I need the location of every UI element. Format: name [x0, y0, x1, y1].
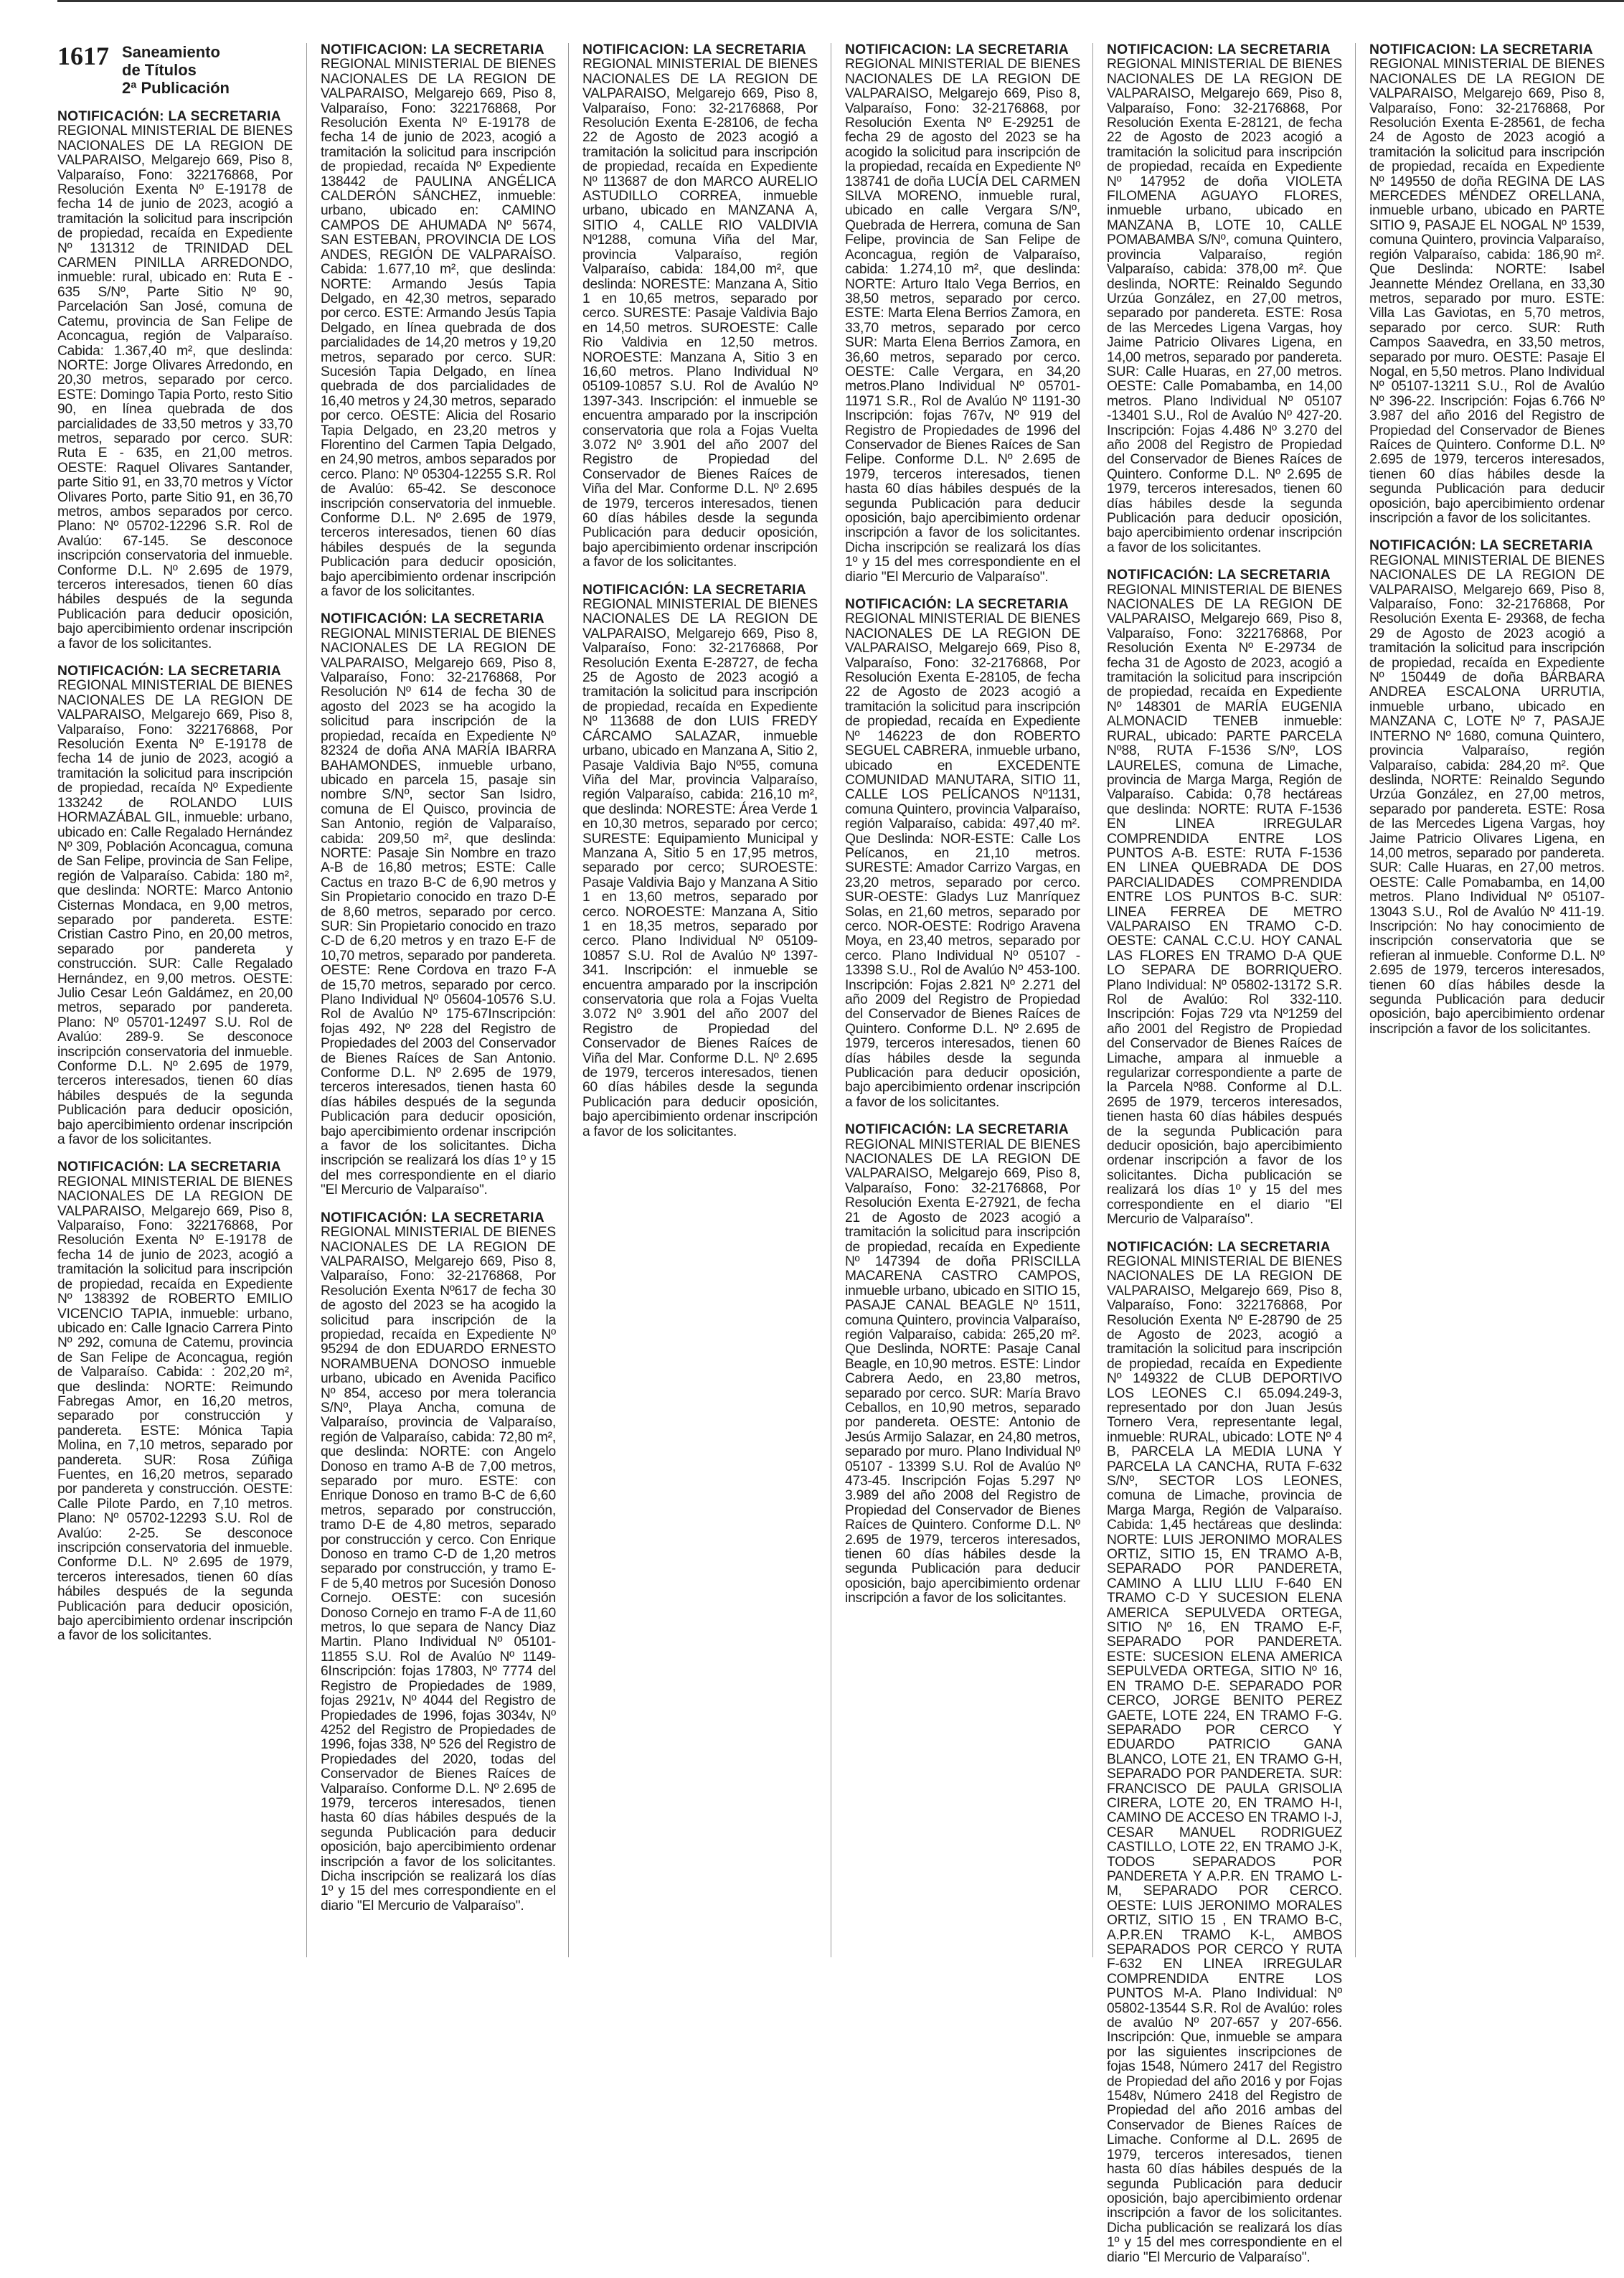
notice-heading: NOTIFICACIÓN: LA SECRETARIA: [1369, 43, 1593, 57]
notice: [57, 1160, 293, 1643]
notice: [57, 110, 293, 651]
notice: [845, 598, 1080, 1110]
notice-body: REGIONAL MINISTERIAL DE BIENES NACIONALES DE LA REGION DE VALPARAISO, Melgarejo 669, Piso 8, Valparaíso, Fono: 32-2176868, Por Resolución Nº 614 de fecha 30 de agosto del 2023 se ha acogido la solicitud para inscripción de la propiedad, recaída en Expediente Nº 82324 de doña ANA MARÍA IBARRA BAHAMONDES, inmueble urbano, ubicado en parcela 15, pasaje sin nombre S/Nº, sector San Isidro, comuna de El Quisco, provincia de San Antonio, región de Valparaíso, cabida: 209,50 m², que deslinda: NORTE: Pasaje Sin Nombre en trazo A-B de 16,80 metros; ESTE: Calle Cactus en trazo B-C de 6,90 metros y Sin Propietario conocido en trazo D-E de 8,60 metros, separado por cerco. SUR: Sin Propietario conocido en trazo C-D de 6,20 metros y en trazo E-F de 10,70 metros, separado por pandereta. OESTE: Rene Cordova en trazo F-A de 15,70 metros, separado por cerco. Plano Individual Nº 05604-10576 S.U. Rol de Avalúo Nº 175-67Inscripción: fojas 492, Nº 228 del Registro de Propiedades del 2003 del Conservador de Bienes Raíces de San Antonio. Conforme D.L. Nº 2.695 de 1979, terceros interesados, tienen hasta 60 días hábiles después de la segunda Publicación para deducir oposición, bajo apercibimiento ordenar inscripción a favor de los solicitantes. Dicha inscripción se realizará los días 1º y 15 del mes correspondiente en el diario "El Mercurio de Valparaíso".: [321, 626, 556, 1198]
notice-body: REGIONAL MINISTERIAL DE BIENES NACIONALES DE LA REGION DE VALPARAISO, Melgarejo 669, Piso 8, Valparaíso, Fono: 32-2176868, Por Resolución Exenta E-28105, de fecha 22 de Agosto de 2023 acogió a tramitación la solicitud para inscripción de propiedad, recaída en Expediente Nº 146223 de don ROBERTO SEGUEL CABRERA, inmueble urbano, ubicado en EXCEDENTE COMUNIDAD MANUTARA, SITIO 11, CALLE LOS PELÍCANOS Nº1131, comuna Quintero, provincia Valparaíso, región Valparaíso, cabida: 497,40 m². Que Deslinda: NOR-ESTE: Calle Los Pelícanos, en 21,10 metros. SURESTE: Amador Carrizo Vargas, en 23,20 metros, separado por cerco. SUR-OESTE: Gladys Luz Manríquez Solas, en 21,60 metros, separado por cerco. NOR-OESTE: Rodrigo Aravena Moya, en 23,40 metros, separado por cerco. Plano Individual Nº 05107 - 13398 S.U., Rol de Avalúo Nº 453-100. Inscripción: Fojas 2.821 Nº 2.271 del año 2009 del Registro de Propiedad del Conservador de Bienes Raíces de Quintero. Conforme D.L. Nº 2.695 de 1979, terceros interesados, tienen 60 días hábiles desde la segunda Publicación para deducir oposición, bajo apercibimiento ordenar inscripción a favor de los solicitantes.: [845, 611, 1080, 1110]
notice: [1107, 43, 1342, 555]
column-5: [1107, 43, 1342, 2278]
page-top-rule: [57, 0, 1624, 9]
notice: [582, 583, 818, 1139]
notice: [321, 43, 556, 599]
notice-body: REGIONAL MINISTERIAL DE BIENES NACIONALES DE LA REGION DE VALPARAISO, Melgarejo 669, Piso 8, Valparaíso, Fono: 32-2176868, Por Resolución Exenta E- 29368, de fecha 29 de Agosto de 2023 acogió a tramitación la solicitud para inscripción de propiedad, recaída en Expediente Nº 150449 de doña BÁRBARA ANDREA ESCALONA URRUTIA, inmueble urbano, ubicado en MANZANA C, LOTE Nº 7, PASAJE INTERNO Nº 1680, comuna Quintero, provincia Valparaíso, región Valparaíso, cabida: 284,20 m². Que deslinda, NORTE: Reinaldo Segundo Urzúa González, en 27,00 metros, separado por pandereta. ESTE: Rosa de las Mercedes Ligena Vargas, hoy Jaime Patricio Olivares Ligena, en 14,00 metros, separado por pandereta. SUR: Calle Huaras, en 27,00 metros. OESTE: Calle Pomabamba, en 14,00 metros. Plano Individual Nº 05107-13043 S.U., Rol de Avalúo Nº 411-19. Inscripción: No hay conocimiento de inscripción conservatoria que se refieran al inmueble. Conforme D.L. Nº 2.695 de 1979, terceros interesados, tienen 60 días hábiles desde la segunda Publicación para deducir oposición, bajo apercibimiento ordenar inscripción a favor de los solicitantes.: [1369, 552, 1605, 1037]
notice-heading: NOTIFICACIÓN: LA SECRETARIA: [845, 1122, 1069, 1138]
section-header: [57, 43, 293, 97]
section-code: 1617: [57, 43, 109, 70]
notice-body: REGIONAL MINISTERIAL DE BIENES NACIONALES DE LA REGION DE VALPARAISO, Melgarejo 669, Piso 8, Valparaíso, Fono: 322176868, Por Resolución Exenta Nº E-19178 de fecha 14 de junio de 2023, acogió a tramitación la solicitud para inscripción de propiedad, recaída Nº Expediente 133242 de ROLANDO LUIS HORMAZÁBAL GIL, inmueble: urbano, ubicado en: Calle Regalado Hernández Nº 309, Población Aconcagua, comuna de San Felipe, provincia de San Felipe, región de Valparaíso. Cabida: 180 m², que deslinda: NORTE: Marco Antonio Cisternas Mondaca, en 9,00 metros, separado por pandereta. ESTE: Cristian Castro Pino, en 20,00 metros, separado por pandereta y construcción. SUR: Calle Regalado Hernández, en 9,00 metros. OESTE: Julio Cesar León Galdámez, en 20,00 metros, separado por pandereta. Plano: Nº 05701-12497 S.U. Rol de Avalúo: 289-9. Se desconoce inscripción conservatoria del inmueble. Conforme D.L. Nº 2.695 de 1979, terceros interesados, tienen 60 días hábiles después de la segunda Publicación para deducir oposición, bajo apercibimiento ordenar inscripción a favor de los solicitantes.: [57, 678, 293, 1148]
notice-body: REGIONAL MINISTERIAL DE BIENES NACIONALES DE LA REGION DE VALPARAISO, Melgarejo 669, Piso 8, Valparaíso, Fono: 32-2176868, Por Resolución Exenta E-28121, de fecha 22 de Agosto de 2023 acogió a tramitación la solicitud para inscripción de propiedad, recaída en Expediente Nº 147952 de doña VIOLETA FILOMENA AGUAYO FLORES, inmueble urbano, ubicado en MANZANA B, LOTE 10, CALLE POMABAMBA S/Nº, comuna Quintero, provincia Valparaíso, región Valparaíso, cabida: 378,00 m². Que deslinda, NORTE: Reinaldo Segundo Urzúa González, en 27,00 metros, separado por pandereta. ESTE: Rosa de las Mercedes Ligena Vargas, hoy Jaime Patricio Olivares Ligena, en 14,00 metros, separado por pandereta. SUR: Calle Huaras, en 27,00 metros. OESTE: Calle Pomabamba, en 14,00 metros. Plano Individual Nº 05107 -13401 S.U., Rol de Avalúo Nº 427-20. Inscripción: Fojas 4.486 Nº 3.270 del año 2008 del Registro de Propiedad del Conservador de Bienes Raíces de Quintero. Conforme D.L. Nº 2.695 de 1979, terceros interesados, tienen 60 días hábiles desde la segunda Publicación para deducir oposición, bajo apercibimiento ordenar inscripción a favor de los solicitantes.: [1107, 57, 1342, 555]
notice-body: REGIONAL MINISTERIAL DE BIENES NACIONALES DE LA REGION DE VALPARAISO, Melgarejo 669, Piso 8, Valparaíso, Fono: 322176868, Por Resolución Exenta Nº E-19178 de fecha 14 de junio de 2023, acogió a tramitación la solicitud para inscripción de propiedad, recaída en Expediente Nº 131312 de TRINIDAD DEL CARMEN PINILLA ARREDONDO, inmueble: rural, ubicado en: Ruta E - 635 S/Nº, Parte Sitio Nº 90, Parcelación San José, comuna de Catemu, provincia de San Felipe de Aconcagua, región de Valparaíso. Cabida: 1.367,40 m², que deslinda: NORTE: Jorge Olivares Arredondo, en 20,30 metros, separado por cerco. ESTE: Domingo Tapia Porto, resto Sitio 90, en línea quebrada de dos parcialidades de 33,50 metros y 33,70 metros, separado por cerco. SUR: Ruta E - 635, en 21,00 metros. OESTE: Raquel Olivares Santander, parte Sitio 91, en 33,70 metros y Víctor Olivares Porto, parte Sitio 91, en 36,70 metros, ambos separados por cerco. Plano: Nº 05702-12296 S.R. Rol de Avalúo: 67-145. Se desconoce inscripción conservatoria del inmueble. Conforme D.L. Nº 2.695 de 1979, terceros interesados, tienen 60 días hábiles después de la segunda Publicación para deducir oposición, bajo apercibimiento ordenar inscripción a favor de los solicitantes.: [57, 123, 293, 651]
notice: [845, 1123, 1080, 1606]
notice-body: REGIONAL MINISTERIAL DE BIENES NACIONALES DE LA REGION DE VALPARAISO, Melgarejo 669, Piso 8, Valparaíso, Fono: 32-2176868, Por Resolución Exenta E-28727, de fecha 25 de Agosto de 2023 acogió a tramitación la solicitud para inscripción de propiedad, recaída en Expediente Nº 113688 de don LUIS FREDY CÁRCAMO SALAZAR, inmueble urbano, ubicado en Manzana A, Sitio 2, Pasaje Valdivia Bajo Nº55, comuna Viña del Mar, provincia Valparaíso, región Valparaíso, cabida: 216,10 m², que deslinda: NORESTE: Área Verde 1 en 10,30 metros, separado por cerco; SURESTE: Equipamiento Municipal y Manzana A, Sitio 5 en 17,95 metros, separado por cerco; SUROESTE: Pasaje Valdivia Bajo y Manzana A Sitio 1 en 13,60 metros, separado por cerco. NOROESTE: Manzana A, Sitio 1 en 18,35 metros, separado por cerco. Plano Individual Nº 05109-10857 S.U. Rol de Avalúo Nº 1397-341. Inscripción: el inmueble se encuentra amparado por la inscripción conservatoria que rola a Fojas Vuelta 3.072 Nº 3.901 del año 2007 del Registro de Propiedad del Conservador de Bienes Raíces de Viña del Mar. Conforme D.L. Nº 2.695 de 1979, terceros interesados, tienen 60 días hábiles desde la segunda Publicación para deducir oposición, bajo apercibimiento ordenar inscripción a favor de los solicitantes.: [582, 597, 818, 1139]
column-divider: [1355, 43, 1356, 1957]
notice-body: REGIONAL MINISTERIAL DE BIENES NACIONALES DE LA REGION DE VALPARAISO, Melgarejo 669, Piso 8, Valparaíso, Fono: 32-2176868, Por Resolución Exenta E-27921, de fecha 21 de Agosto de 2023 acogió a tramitación la solicitud para inscripción de propiedad, recaída en Expediente Nº 147394 de doña PRISCILLA MACARENA CASTRO CAMPOS, inmueble urbano, ubicado en SITIO 15, PASAJE CANAL BEAGLE Nº 1511, comuna Quintero, provincia Valparaíso, región Valparaíso, cabida: 265,20 m². Que Deslinda, NORTE: Pasaje Canal Beagle, en 10,90 metros. ESTE: Lindor Cabrera Aedo, en 23,80 metros, separado por cerco. SUR: María Bravo Ceballos, en 10,90 metros, separado por pandereta. OESTE: Antonio de Jesús Armijo Salazar, en 24,80 metros, separado por muro. Plano Individual Nº 05107 - 13399 S.U. Rol de Avalúo Nº 473-45. Inscripción Fojas 5.297 Nº 3.989 del año 2008 del Registro de Propiedad del Conservador de Bienes Raíces de Quintero. Conforme D.L. Nº 2.695 de 1979, terceros interesados, tienen 60 días hábiles desde la segunda Publicación para deducir oposición, bajo apercibimiento ordenar inscripción a favor de los solicitantes.: [845, 1136, 1080, 1606]
notice-heading: NOTIFICACIÓN: LA SECRETARIA: [1107, 1239, 1331, 1255]
notice-body: REGIONAL MINISTERIAL DE BIENES NACIONALES DE LA REGION DE VALPARAISO, Melgarejo 669, Piso 8, Valparaíso, Fono: 322176868, Por Resolución Exenta Nº E-29734 de fecha 31 de Agosto de 2023, acogió a tramitación la solicitud para inscripción de propiedad, recaída en Expediente Nº 148301 de MARÍA EUGENIA ALMONACID TENEB inmueble: RURAL, ubicado: PARTE PARCELA Nº88, RUTA F-1536 S/Nº, LOS LAURELES, comuna de Limache, provincia de Marga Marga, Región de Valparaíso. Cabida: 0,78 hectáreas que deslinda: NORTE: RUTA F-1536 EN LINEA IRREGULAR COMPRENDIDA ENTRE LOS PUNTOS A-B. ESTE: RUTA F-1536 EN LINEA QUEBRADA DE DOS PARCIALIDADES COMPRENDIDA ENTRE LOS PUNTOS B-C. SUR: LINEA FERREA DE METRO VALPARAISO EN TRAMO C-D. OESTE: CANAL C.C.U. HOY CANAL LAS FLORES EN TRAMO D-A QUE LO SEPARA DE BORRIQUERO. Plano Individual: Nº 05802-13172 S.R. Rol de Avalúo: Rol 332-110. Inscripción: Fojas 729 vta Nº1259 del año 2001 del Registro de Propiedad del Conservador de Bienes Raíces de Limache, ampara al inmueble a regularizar correspondiente a parte de la Parcela Nº88. Conforme al D.L. 2695 de 1979, terceros interesados, tienen hasta 60 días hábiles después de la segunda Publicación para deducir oposición, bajo apercibimiento ordenar inscripción a favor de los solicitantes. Dicha publicación se realizará los días 1º y 15 del mes correspondiente en el diario "El Mercurio de Valparaíso".: [1107, 582, 1342, 1228]
notice-heading: NOTIFICACIÓN: LA SECRETARIA: [57, 109, 281, 124]
notice-heading: NOTIFICACIÓN: LA SECRETARIA: [1107, 43, 1331, 57]
notice-body: REGIONAL MINISTERIAL DE BIENES NACIONALES DE LA REGION DE VALPARAISO, Melgarejo 669, Piso 8, Valparaíso, Fono: 32-2176868, por Resolución Exenta Nº E-29251 de fecha 29 de agosto del 2023 se ha acogido la solicitud para inscripción de la propiedad, recaída en Expediente Nº 138741 de doña LUCÍA DEL CARMEN SILVA MORENO, inmueble rural, ubicado en calle Vergara S/Nº, Quebrada de Herrera, comuna de San Felipe, provincia de San Felipe de Aconcagua, región de Valparaíso, cabida: 1.274,10 m², que deslinda: NORTE: Arturo Italo Vega Berrios, en 38,50 metros, separado por cerco. ESTE: Marta Elena Berrios Zamora, en 33,70 metros, separado por cerco SUR: Marta Elena Berrios Zamora, en 36,60 metros, separado por cerco. OESTE: Calle Vergara, en 34,20 metros.Plano Individual Nº 05701-11971 S.R., Rol de Avalúo Nº 1191-30 Inscripción: fojas 767v, Nº 919 del Registro de Propiedades de 1996 del Conservador de Bienes Raíces de San Felipe. Conforme D.L. Nº 2.695 de 1979, terceros interesados, tienen hasta 60 días hábiles después de la segunda Publicación para deducir oposición, bajo apercibimiento ordenar inscripción a favor de los solicitantes. Dicha inscripción se realizará los días 1º y 15 del mes correspondiente en el diario "El Mercurio de Valparaíso".: [845, 57, 1080, 585]
notice-body: REGIONAL MINISTERIAL DE BIENES NACIONALES DE LA REGION DE VALPARAISO, Melgarejo 669, Piso 8, Valparaíso, Fono: 32-2176868, Por Resolución Exenta E-28561, de fecha 24 de Agosto de 2023 acogió a tramitación la solicitud para inscripción de propiedad, recaída en Expediente Nº 149550 de doña REGINA DE LAS MERCEDES MÉNDEZ ORELLANA, inmueble urbano, ubicado en PARTE SITIO 9, PASAJE EL NOGAL Nº 1539, comuna Quintero, provincia Valparaíso, región Valparaíso, cabida: 186,90 m². Que Deslinda: NORTE: Isabel Jeannette Méndez Orellana, en 33,30 metros, separado por muro. ESTE: Villa Las Gaviotas, en 5,70 metros, separado por cerco. SUR: Ruth Campos Saavedra, en 33,50 metros, separado por muro. OESTE: Pasaje El Nogal, en 5,50 metros. Plano Individual Nº 05107-13211 S.U., Rol de Avalúo Nº 396-22. Inscripción: Fojas 6.766 Nº 3.987 del año 2016 del Registro de Propiedad del Conservador de Bienes Raíces de Quintero. Conforme D.L. Nº 2.695 de 1979, terceros interesados, tienen 60 días hábiles desde la segunda Publicación para deducir oposición, bajo apercibimiento ordenar inscripción a favor de los solicitantes.: [1369, 57, 1605, 526]
notice-body: REGIONAL MINISTERIAL DE BIENES NACIONALES DE LA REGION DE VALPARAISO, Melgarejo 669, Piso 8, Valparaíso, Fono: 322176868, Por Resolución Exenta Nº E-28790 de 25 de Agosto de 2023, acogió a tramitación la solicitud para inscripción de propiedad, recaída en Expediente Nº 149322 de CLUB DEPORTIVO LOS LEONES C.I 65.094.249-3, representado por don Juan Jesús Tornero Vera, representante legal, inmueble: RURAL, ubicado: LOTE Nº 4 B, PARCELA LA MEDIA LUNA Y PARCELA LA CANCHA, RUTA F-632 S/Nº, SECTOR LOS LEONES, comuna de Limache, provincia de Marga Marga, Región de Valparaíso. Cabida: 1,45 hectáreas que deslinda: NORTE: LUIS JERONIMO MORALES ORTIZ, SITIO 15, EN TRAMO A-B, SEPARADO POR PANDERETA, CAMINO A LLIU LLIU F-640 EN TRAMO C-D Y SUCESION ELENA AMERICA SEPULVEDA ORTEGA, SITIO Nº 16, EN TRAMO E-F, SEPARADO POR PANDERETA. ESTE: SUCESION ELENA AMERICA SEPULVEDA ORTEGA, SITIO Nº 16, EN TRAMO D-E. SEPARADO POR CERCO, JORGE BENITO PEREZ GAETE, LOTE 224, EN TRAMO F-G. SEPARADO POR CERCO Y EDUARDO PATRICIO GANA BLANCO, LOTE 21, EN TRAMO G-H, SEPARADO POR PANDERETA. SUR: FRANCISCO DE PAULA GRISOLIA CIRERA, LOTE 20, EN TRAMO H-I, CAMINO DE ACCESO EN TRAMO I-J, CESAR MANUEL RODRIGUEZ CASTILLO, LOTE 22, EN TRAMO J-K, TODOS SEPARADOS POR PANDERETA Y A.P.R. EN TRAMO L-M, SEPARADO POR CERCO. OESTE: LUIS JERONIMO MORALES ORTIZ, SITIO 15 , EN TRAMO B-C, A.P.R.EN TRAMO K-L, AMBOS SEPARADOS POR CERCO Y RUTA F-632 EN LINEA IRREGULAR COMPRENDIDA ENTRE LOS PUNTOS M-A. Plano Individual: Nº 05802-13544 S.R. Rol de Avalúo: roles de avalúo Nº 207-657 y 207-656. Inscripción: Que, inmueble se ampara por las siguientes inscripciones de fojas 1548, Número 2417 del Registro de Propiedad del año 2016 y por Fojas 1548v, Número 2418 del Registro de Propiedad del año 2016 ambas del Conservador de Bienes Raíces de Limache. Conforme al D.L. 2695 de 1979, terceros interesados, tienen hasta 60 días hábiles después de la segunda Publicación para deducir oposición, bajo apercibimiento ordenar inscripción a favor de los solicitantes. Dicha publicación se realizará los días 1º y 15 del mes correspondiente en el diario "El Mercurio de Valparaíso".: [1107, 1253, 1342, 2265]
notice-heading: NOTIFICACIÓN: LA SECRETARIA: [1107, 568, 1331, 583]
column-6: [1369, 43, 1605, 1050]
column-divider: [1092, 43, 1093, 1957]
column-1: [57, 43, 293, 1657]
notice: [321, 1211, 556, 1914]
notice-heading: NOTIFICACIÓN: LA SECRETARIA: [57, 664, 281, 679]
notice: [1369, 43, 1605, 526]
notice-body: REGIONAL MINISTERIAL DE BIENES NACIONALES DE LA REGION DE VALPARAISO, Melgarejo 669, Piso 8, Valparaíso, Fono: 322176868, Por Resolución Exenta Nº E-19178 de fecha 14 de junio de 2023, acogió a tramitación la solicitud para inscripción de propiedad, recaída Nº Expediente 138442 de PAULINA ANGÉLICA CALDERÓN SÁNCHEZ, inmueble: urbano, ubicado en: CAMINO CAMPOS DE AHUMADA Nº 5674, SAN ESTEBAN, PROVINCIA DE LOS ANDES, REGIÓN DE VALPARAÍSO. Cabida: 1.677,10 m², que deslinda: NORTE: Armando Jesús Tapia Delgado, en 42,30 metros, separado por cerco. ESTE: Armando Jesús Tapia Delgado, en línea quebrada de dos parcialidades de 14,20 metros y 19,20 metros, separado por cerco. SUR: Sucesión Tapia Delgado, en línea quebrada de dos parcialidades de 16,40 metros y 24,30 metros, separado por cerco. OESTE: Alicia del Rosario Tapia Delgado, en 23,20 metros y Florentino del Carmen Tapia Delgado, en 24,90 metros, ambos separados por cerco. Plano: Nº 05304-12255 S.R. Rol de Avalúo: 65-42. Se desconoce inscripción conservatoria del inmueble. Conforme D.L. Nº 2.695 de 1979, terceros interesados, tienen 60 días hábiles después de la segunda Publicación para deducir oposición, bajo apercibimiento ordenar inscripción a favor de los solicitantes.: [321, 57, 556, 600]
notice: [582, 43, 818, 570]
notice-heading: NOTIFICACIÓN: LA SECRETARIA: [57, 1159, 281, 1175]
notice: [57, 664, 293, 1147]
category-line: Saneamiento: [122, 43, 220, 61]
notice-body: REGIONAL MINISTERIAL DE BIENES NACIONALES DE LA REGION DE VALPARAISO, Melgarejo 669, Piso 8, Valparaíso, Fono: 32-2176868, Por Resolución Exenta Nº617 de fecha 30 de agosto del 2023 se ha acogido la solicitud para inscripción de la propiedad, recaída en Expediente Nº 95294 de don EDUARDO ERNESTO NORAMBUENA DONOSO inmueble urbano, ubicado en Avenida Pacifico Nº 854, acceso por mera tolerancia S/Nº, Playa Ancha, comuna de Valparaíso, provincia de Valparaíso, región de Valparaíso, cabida: 72,80 m², que deslinda: NORTE: con Angelo Donoso en tramo A-B de 7,00 metros, separado por muro. ESTE: con Enrique Donoso en tramo B-C de 6,60 metros, separado por construcción, tramo D-E de 4,80 metros, separado por construcción y cerco. Con Enrique Donoso en tramo C-D de 1,20 metros separado por construcción, y tramo E-F de 5,40 metros por Sucesión Donoso Cornejo. OESTE: con sucesión Donoso Cornejo en tramo F-A de 11,60 metros, lo que separa de Nancy Diaz Martin. Plano Individual Nº 05101-11855 S.U. Rol de Avalúo Nº 1149-6Inscripción: fojas 17803, Nº 7774 del Registro de Propiedades de 1989, fojas 2921v, Nº 4044 del Registro de Propiedades de 1996, fojas 3034v, Nº 4252 del Registro de Propiedades de 1996, fojas 338, Nº 526 del Registro de Propiedades del 2020, todas del Conservador de Bienes Raíces de Valparaíso. Conforme D.L. Nº 2.695 de 1979, terceros interesados, tienen hasta 60 días hábiles después de la segunda Publicación para deducir oposición, bajo apercibimiento ordenar inscripción a favor de los solicitantes. Dicha inscripción se realizará los días 1º y 15 del mes correspondiente en el diario "El Mercurio de Valparaíso".: [321, 1225, 556, 1914]
notice-heading: NOTIFICACIÓN: LA SECRETARIA: [1369, 538, 1593, 554]
notice-heading: NOTIFICACIÓN: LA SECRETARIA: [845, 43, 1069, 57]
notice: [1107, 1241, 1342, 2265]
notice-heading: NOTIFICACIÓN: LA SECRETARIA: [321, 1210, 544, 1225]
column-divider: [568, 43, 569, 1957]
notice: [1369, 539, 1605, 1037]
notice-body: REGIONAL MINISTERIAL DE BIENES NACIONALES DE LA REGION DE VALPARAISO, Melgarejo 669, Piso 8, Valparaíso, Fono: 322176868, Por Resolución Exenta Nº E-19178 de fecha 14 de junio de 2023, acogió a tramitación la solicitud para inscripción de propiedad, recaída en Expediente Nº 138392 de ROBERTO EMILIO VICENCIO TAPIA, inmueble: urbano, ubicado en: Calle Ignacio Carrera Pinto Nº 292, comuna de Catemu, provincia de San Felipe de Aconcagua, región de Valparaíso. Cabida: : 202,20 m², que deslinda: NORTE: Reimundo Fabregas Amor, en 16,20 metros, separado por construcción y pandereta. ESTE: Mónica Tapia Molina, en 7,10 metros, separado por pandereta. SUR: Rosa Zúñiga Fuentes, en 16,20 metros, separado por pandereta y construcción. OESTE: Calle Pilote Pardo, en 7,10 metros. Plano: Nº 05702-12293 S.U. Rol de Avalúo: 2-25. Se desconoce inscripción conservatoria del inmueble. Conforme D.L. Nº 2.695 de 1979, terceros interesados, tienen 60 días hábiles después de la segunda Publicación para deducir oposición, bajo apercibimiento ordenar inscripción a favor de los solicitantes.: [57, 1174, 293, 1644]
column-3: [582, 43, 818, 1152]
notice-heading: NOTIFICACIÓN: LA SECRETARIA: [845, 597, 1069, 613]
category-line: de Títulos: [122, 61, 197, 79]
notice-heading: NOTIFICACIÓN: LA SECRETARIA: [582, 43, 806, 57]
section-category: [122, 43, 230, 97]
notice: [1107, 568, 1342, 1227]
notice-heading: NOTIFICACIÓN: LA SECRETARIA: [582, 582, 806, 598]
column-4: [845, 43, 1080, 1619]
column-2: [321, 43, 556, 1926]
notice-body: REGIONAL MINISTERIAL DE BIENES NACIONALES DE LA REGION DE VALPARAISO, Melgarejo 669, Piso 8, Valparaíso, Fono: 32-2176868, Por Resolución Exenta E-28106, de fecha 22 de Agosto de 2023 acogió a tramitación la solicitud para inscripción de propiedad, recaída en Expediente Nº 113687 de don MARCO AURELIO ASTUDILLO CORREA, inmueble urbano, ubicado en MANZANA A, SITIO 4, CALLE RIO VALDIVIA Nº1288, comuna Viña del Mar, provincia Valparaíso, región Valparaíso, cabida: 184,00 m², que deslinda: NORESTE: Manzana A, Sitio 1 en 10,65 metros, separado por cerco. SURESTE: Pasaje Valdivia Bajo en 14,50 metros. SUROESTE: Calle Rio Valdivia en 12,50 metros. NOROESTE: Manzana A, Sitio 3 en 16,60 metros. Plano Individual Nº 05109-10857 S.U. Rol de Avalúo Nº 1397-343. Inscripción: el inmueble se encuentra amparado por la inscripción conservatoria que rola a Fojas Vuelta 3.072 Nº 3.901 del año 2007 del Registro de Propiedad del Conservador de Bienes Raíces de Viña del Mar. Conforme D.L. Nº 2.695 de 1979, terceros interesados, tienen 60 días hábiles desde la segunda Publicación para deducir oposición, bajo apercibimiento ordenar inscripción a favor de los solicitantes.: [582, 57, 818, 570]
notice: [321, 612, 556, 1197]
notice: [845, 43, 1080, 585]
category-line: 2ª Publicación: [122, 79, 230, 97]
notice-heading: NOTIFICACIÓN: LA SECRETARIA: [321, 43, 544, 57]
column-divider: [306, 43, 307, 1957]
notice-heading: NOTIFICACIÓN: LA SECRETARIA: [321, 611, 544, 627]
